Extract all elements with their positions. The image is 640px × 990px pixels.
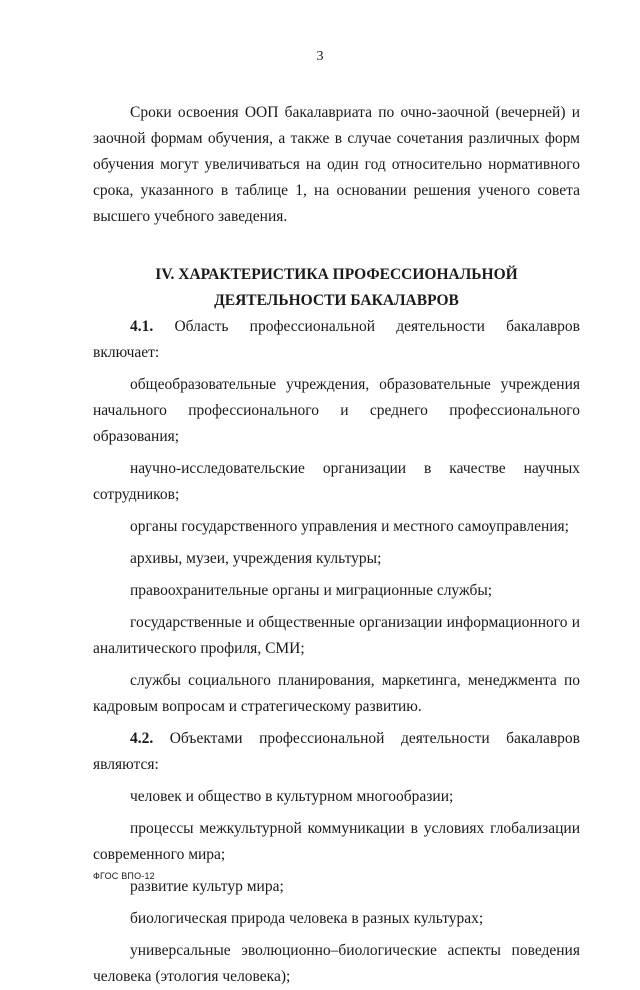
list-item: архивы, музеи, учреждения культуры; (130, 550, 382, 567)
list-item: правоохранительные органы и миграционные службы; (130, 582, 493, 599)
subsection-4-2-lead-text: Объектами профессиональной деятельности бакалавров являются: (93, 730, 580, 773)
list-item: государственные и общественные организации информационного и аналитического профиля, СМИ; (93, 614, 580, 657)
subsection-4-2-number: 4.2. (130, 730, 154, 747)
subsection-4-1-number: 4.1. (130, 318, 154, 335)
document-body (93, 100, 580, 990)
list-item: биологическая природа человека в разных культурах; (130, 910, 484, 927)
list-item: человек и общество в культурном многообразии; (130, 788, 454, 805)
list-item: общеобразовательные учреждения, образовательные учреждения начального профессионального и среднего профессионального образования; (93, 376, 580, 445)
footer-label: ФГОС ВПО-12 (93, 871, 155, 881)
list-item: процессы межкультурной коммуникации в условиях глобализации современного мира; (93, 820, 580, 863)
section-heading (93, 262, 580, 314)
subsection-4-1-lead (93, 314, 580, 366)
subsection-4-2-lead (93, 726, 580, 778)
list-item: органы государственного управления и местного самоуправления; (130, 518, 569, 535)
page-number: 3 (316, 49, 324, 64)
list-item: научно-исследовательские организации в качестве научных сотрудников; (93, 460, 580, 503)
list-item: универсальные эволюционно–биологические аспекты поведения человека (этология человека); (93, 942, 580, 985)
section-heading-line1: IV. ХАРАКТЕРИСТИКА ПРОФЕССИОНАЛЬНОЙ (155, 266, 518, 283)
list-item: службы социального планирования, маркетинга, менеджмента по кадровым вопросам и стратегическому развитию. (93, 672, 580, 715)
subsection-4-1-lead-text: Область профессиональной деятельности бакалавров включает: (93, 318, 580, 361)
section-heading-line2: ДЕЯТЕЛЬНОСТИ БАКАЛАВРОВ (214, 292, 459, 309)
list-item: развитие культур мира; (130, 878, 284, 895)
intro-paragraph: Сроки освоения ООП бакалавриата по очно-заочной (вечерней) и заочной формам обучения, а также в случае сочетания различных форм обучения могут увеличиваться на один год относительно нормативного срока, указанного в таблице 1, на основании решения ученого совета высшего учебного заведения. (93, 104, 580, 225)
